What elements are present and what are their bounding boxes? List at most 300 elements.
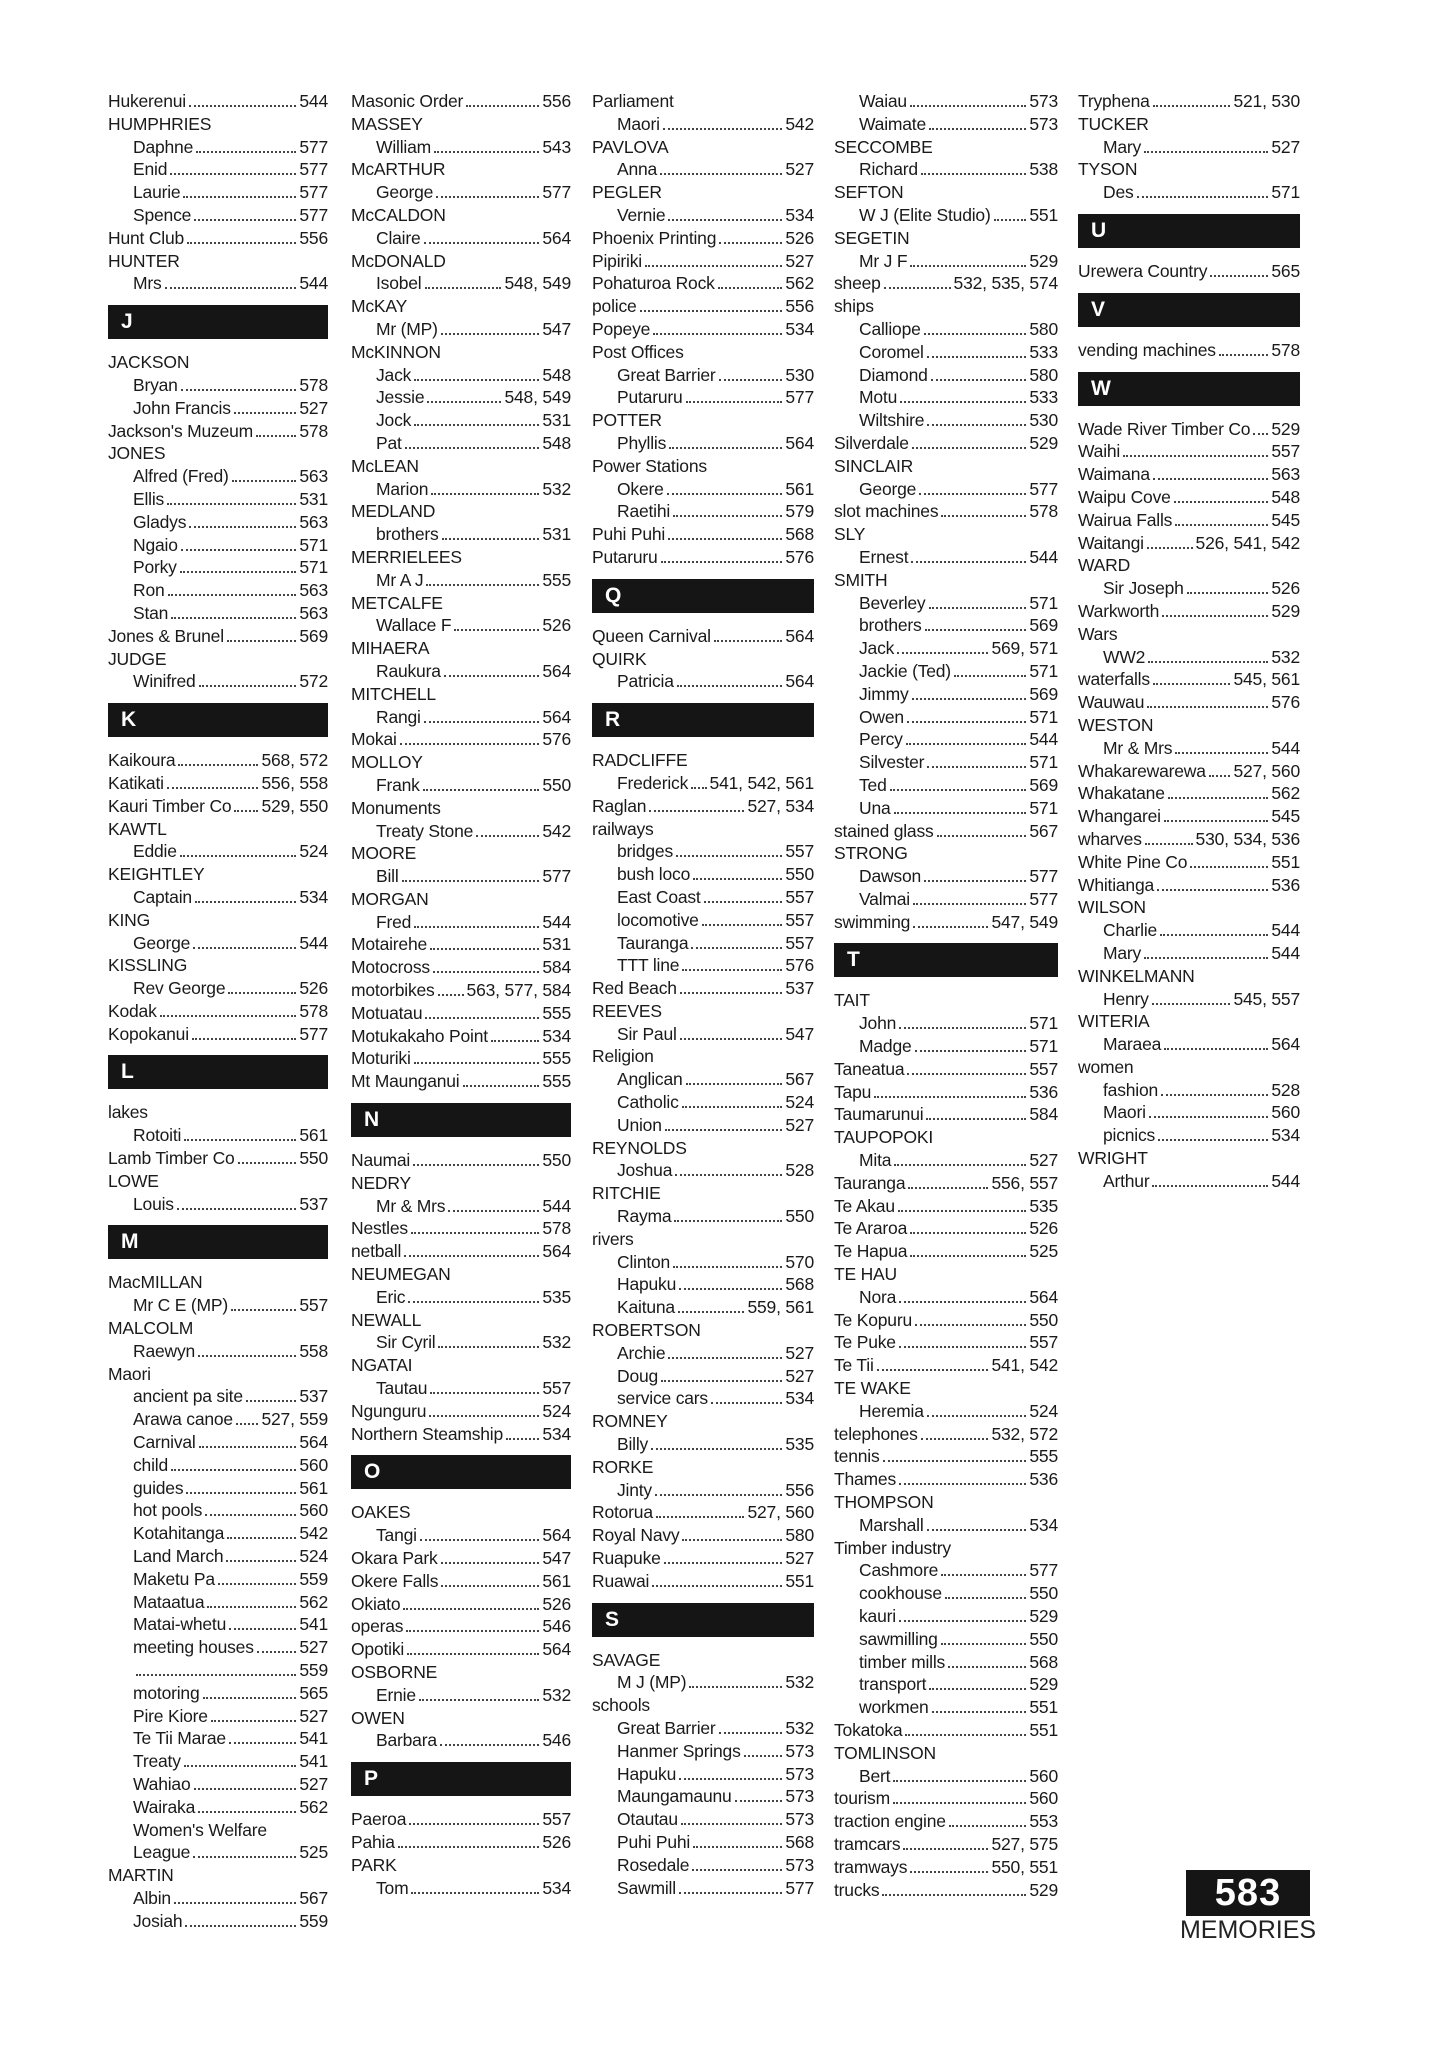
entry-name: Mt Maunganui: [351, 1071, 460, 1092]
index-subentry: [1078, 1033, 1300, 1056]
dot-leader: [949, 1825, 1027, 1827]
index-subentry: [834, 1628, 1058, 1651]
index-entry: [834, 1879, 1058, 1902]
index-subentry: [834, 1286, 1058, 1309]
entry-pages: 560: [1029, 1765, 1058, 1786]
entry-pages: 563: [299, 602, 328, 623]
entry-name: Popeye: [592, 318, 651, 339]
dot-leader: [256, 435, 296, 437]
index-subentry: [834, 1012, 1058, 1035]
index-subentry: [351, 1331, 571, 1354]
entry-name: Opotiki: [351, 1639, 405, 1660]
index-subentry: [592, 1717, 814, 1740]
entry-name: Timber industry: [834, 1537, 951, 1558]
entry-name: RITCHIE: [592, 1183, 661, 1204]
entry-pages: 544: [1271, 737, 1300, 758]
index-heading: [592, 1694, 814, 1717]
dot-leader: [927, 424, 1026, 426]
dot-leader: [691, 947, 782, 949]
dot-leader: [167, 787, 259, 789]
entry-pages: 532: [1271, 646, 1300, 667]
dot-leader: [199, 1446, 297, 1448]
entry-pages: 562: [1271, 783, 1300, 804]
entry-name: TAIT: [834, 990, 870, 1011]
entry-name: Jackson's Muzeum: [108, 420, 254, 441]
entry-pages: 535: [542, 1286, 571, 1307]
entry-name: schools: [592, 1695, 650, 1716]
dot-leader: [1174, 501, 1269, 503]
index-entry: [834, 1217, 1058, 1240]
entry-name: Pohaturoa Rock: [592, 273, 715, 294]
entry-name: Ron: [133, 580, 165, 601]
entry-name: vending machines: [1078, 339, 1216, 360]
entry-name: Northern Steamship: [351, 1423, 504, 1444]
dot-leader: [227, 1537, 296, 1539]
index-subentry: [108, 602, 328, 625]
entry-name: SEFTON: [834, 182, 904, 203]
entry-name: Great Barrier: [617, 1718, 716, 1738]
entry-pages: 535: [785, 1434, 814, 1455]
entry-name: Rangi: [376, 706, 421, 727]
dot-leader: [907, 1073, 1026, 1075]
index-subentry: [834, 158, 1058, 181]
dot-leader: [491, 1040, 540, 1042]
entry-name: Anglican: [617, 1069, 683, 1090]
entry-name: cookhouse: [859, 1583, 942, 1604]
entry-pages: 541, 542, 561: [709, 772, 814, 793]
entry-name: Tautau: [376, 1378, 428, 1399]
entry-pages: 550: [1029, 1628, 1058, 1649]
entry-pages: 532: [542, 478, 571, 499]
entry-pages: 536: [1029, 1081, 1058, 1102]
dot-leader: [181, 389, 297, 391]
entry-pages: 526: [785, 227, 814, 248]
entry-name: JACKSON: [108, 352, 190, 373]
dot-leader: [693, 878, 782, 880]
entry-pages: 568, 572: [261, 750, 328, 771]
index-heading: [592, 455, 814, 478]
letter-header: M: [108, 1225, 328, 1259]
index-entry: [592, 295, 814, 318]
entry-pages: 547: [542, 1548, 571, 1569]
index-heading: [1078, 623, 1300, 646]
index-subentry: [108, 670, 328, 693]
index-subentry: [351, 911, 571, 934]
index-column-5: [1078, 90, 1300, 1193]
dot-leader: [1164, 820, 1269, 822]
entry-pages: 529, 550: [261, 795, 328, 816]
index-entry: [1078, 691, 1300, 714]
entry-pages: 534: [785, 318, 814, 339]
entry-name: Power Stations: [592, 455, 707, 476]
dot-leader: [675, 1174, 782, 1176]
index-subentry: [108, 511, 328, 534]
dot-leader: [227, 640, 297, 642]
entry-name: JUDGE: [108, 648, 167, 669]
entry-name: hot pools: [133, 1500, 203, 1521]
entry-pages: 538: [1029, 159, 1058, 180]
entry-pages: 560: [299, 1500, 328, 1521]
index-subentry: [834, 1605, 1058, 1628]
entry-name: Lamb Timber Co: [108, 1148, 235, 1169]
entry-name: PARK: [351, 1854, 397, 1875]
entry-name: Waipu Cove: [1078, 486, 1171, 507]
entry-name: ancient pa site: [133, 1386, 243, 1407]
dot-leader: [420, 1539, 540, 1541]
entry-name: LOWE: [108, 1170, 159, 1191]
dot-leader: [199, 685, 297, 687]
entry-pages: 545: [1271, 806, 1300, 827]
entry-pages: 578: [299, 420, 328, 441]
index-heading: [351, 250, 571, 273]
book-title: MEMORIES: [1179, 1916, 1317, 1944]
entry-pages: 536: [1271, 874, 1300, 895]
index-subentry: [592, 670, 814, 693]
entry-name: trucks: [834, 1879, 880, 1900]
index-heading: [592, 1182, 814, 1205]
dot-leader: [171, 617, 296, 619]
index-subentry: [834, 660, 1058, 683]
dot-leader: [735, 1800, 783, 1802]
dot-leader: [234, 810, 258, 812]
entry-pages: 544: [1271, 920, 1300, 941]
entry-pages: 579: [785, 501, 814, 522]
letter-header: W: [1078, 372, 1300, 406]
entry-name: Wauwau: [1078, 692, 1145, 713]
entry-name: SAVAGE: [592, 1649, 661, 1670]
entry-pages: 527: [785, 1365, 814, 1386]
entry-pages: 577: [785, 1877, 814, 1898]
entry-pages: 556, 557: [991, 1172, 1058, 1193]
index-heading: [108, 954, 328, 977]
index-entry: [351, 1149, 571, 1172]
index-subentry: [592, 840, 814, 863]
index-subentry: [592, 932, 814, 955]
entry-name: Whitianga: [1078, 874, 1155, 895]
index-entry: [834, 500, 1058, 523]
entry-name: Raukura: [376, 660, 441, 681]
entry-pages: 534: [542, 1025, 571, 1046]
dot-leader: [232, 480, 297, 482]
dot-leader: [682, 1539, 782, 1541]
page-number: 583: [1186, 1870, 1310, 1916]
dot-leader: [915, 1050, 1027, 1052]
letter-header: J: [108, 305, 328, 339]
dot-leader: [183, 196, 296, 198]
index-entry: [834, 1719, 1058, 1742]
entry-name: KAWTL: [108, 818, 167, 839]
letter-header: O: [351, 1455, 571, 1489]
entry-pages: 533: [1029, 341, 1058, 362]
index-subentry: [351, 1195, 571, 1218]
index-subentry: [108, 1477, 328, 1500]
entry-pages: 528: [1271, 1079, 1300, 1100]
entry-name: Otautau: [617, 1809, 678, 1830]
entry-name: SMITH: [834, 569, 888, 590]
dot-leader: [1187, 592, 1269, 594]
entry-name: WW2: [1103, 646, 1146, 667]
entry-pages: 534: [1029, 1514, 1058, 1535]
dot-leader: [899, 1301, 1026, 1303]
dot-leader: [1160, 934, 1268, 936]
entry-pages: 550: [785, 864, 814, 885]
index-entry: [1078, 339, 1300, 362]
entry-name: Treaty Stone: [376, 820, 474, 841]
index-subentry: [108, 1124, 328, 1147]
entry-pages: 544: [1029, 729, 1058, 750]
entry-pages: 545: [1271, 509, 1300, 530]
entry-pages: 577: [299, 204, 328, 225]
entry-pages: 584: [542, 957, 571, 978]
entry-name: Ernest: [859, 546, 909, 567]
dot-leader: [409, 1823, 539, 1825]
entry-pages: 567: [785, 1069, 814, 1090]
entry-name: Sir Cyril: [376, 1332, 436, 1353]
dot-leader: [406, 1630, 539, 1632]
entry-name: Eddie: [133, 841, 177, 862]
dot-leader: [664, 1562, 783, 1564]
entry-name: Tapu: [834, 1081, 872, 1102]
entry-name: Coromel: [859, 341, 924, 362]
entry-pages: 544: [299, 932, 328, 953]
entry-name: MASSEY: [351, 113, 423, 134]
index-subentry: [108, 579, 328, 602]
dot-leader: [899, 1027, 1026, 1029]
letter-header: V: [1078, 293, 1300, 327]
index-subentry: [351, 318, 571, 341]
entry-pages: 555: [542, 1071, 571, 1092]
index-subentry: [834, 1559, 1058, 1582]
index-heading: [592, 1137, 814, 1160]
index-entry: [592, 1524, 814, 1547]
entry-pages: 560: [1029, 1788, 1058, 1809]
entry-name: METCALFE: [351, 592, 443, 613]
index-subentry: [834, 637, 1058, 660]
dot-leader: [1253, 433, 1268, 435]
index-subentry: [1078, 1101, 1300, 1124]
entry-pages: 557: [1271, 441, 1300, 462]
entry-name: Rayma: [617, 1206, 672, 1227]
entry-name: Maori: [617, 113, 660, 134]
index-entry: [108, 749, 328, 772]
entry-name: Post Offices: [592, 341, 684, 362]
entry-pages: 537: [299, 1386, 328, 1407]
entry-name: Mr & Mrs: [1103, 737, 1173, 758]
index-heading: [351, 341, 571, 364]
index-entry: [351, 728, 571, 751]
index-subentry: [834, 1696, 1058, 1719]
entry-name: traction engine: [834, 1811, 946, 1832]
entry-pages: 527: [785, 159, 814, 180]
index-entry: [592, 227, 814, 250]
dot-leader: [184, 1139, 296, 1141]
entry-pages: 571: [299, 534, 328, 555]
index-heading: [592, 90, 814, 113]
index-heading: [108, 648, 328, 671]
entry-name: NEWALL: [351, 1309, 422, 1330]
index-entry: [108, 420, 328, 443]
index-subentry: [592, 954, 814, 977]
index-subentry: [108, 1499, 328, 1522]
dot-leader: [1158, 1139, 1268, 1141]
entry-name: police: [592, 296, 637, 317]
dot-leader: [236, 1423, 259, 1425]
entry-pages: 535: [1029, 1195, 1058, 1216]
entry-pages: 551: [785, 1570, 814, 1591]
index-heading: [834, 227, 1058, 250]
entry-pages: 536: [1029, 1469, 1058, 1490]
entry-name: Enid: [133, 159, 168, 180]
index-subentry: [108, 1819, 328, 1842]
dot-leader: [218, 1583, 297, 1585]
entry-name: rivers: [592, 1228, 634, 1249]
letter-header: N: [351, 1103, 571, 1137]
index-subentry: [1078, 1170, 1300, 1193]
index-entry: [108, 227, 328, 250]
dot-leader: [910, 265, 1026, 267]
dot-leader: [660, 173, 782, 175]
entry-name: ships: [834, 296, 874, 317]
dot-leader: [431, 493, 539, 495]
index-subentry: [351, 614, 571, 637]
entry-pages: 571: [1029, 752, 1058, 773]
dot-leader: [954, 675, 1026, 677]
dot-leader: [186, 1492, 296, 1494]
index-subentry: [592, 1273, 814, 1296]
dot-leader: [898, 1210, 1027, 1212]
index-entry: [351, 1025, 571, 1048]
index-heading: [834, 1263, 1058, 1286]
entry-pages: 534: [299, 886, 328, 907]
entry-name: Tokatoka: [834, 1719, 903, 1740]
index-subentry: [834, 1673, 1058, 1696]
index-heading: [834, 136, 1058, 159]
index-column-4: [834, 90, 1058, 1901]
entry-name: Te Hapua: [834, 1241, 908, 1262]
entry-name: Wars: [1078, 623, 1118, 644]
index-subentry: [592, 1342, 814, 1365]
entry-name: McCALDON: [351, 204, 446, 225]
entry-pages: 548: [542, 432, 571, 453]
entry-name: Porky: [133, 557, 177, 578]
entry-pages: 571: [1271, 182, 1300, 203]
entry-pages: 571: [1029, 706, 1058, 727]
index-subentry: [351, 1377, 571, 1400]
entry-name: stained glass: [834, 820, 934, 841]
index-subentry: [108, 374, 328, 397]
entry-name: Charlie: [1103, 920, 1158, 941]
entry-pages: 542: [785, 113, 814, 134]
dot-leader: [937, 835, 1027, 837]
dot-leader: [408, 1301, 539, 1303]
entry-name: Stan: [133, 602, 169, 623]
index-entry: [1078, 668, 1300, 691]
entry-name: Daphne: [133, 136, 194, 157]
dot-leader: [913, 926, 988, 928]
entry-name: William: [376, 136, 431, 157]
entry-name: Maori: [108, 1363, 151, 1384]
index-subentry: [1078, 136, 1300, 159]
entry-name: Great Barrier: [617, 364, 716, 385]
dot-leader: [398, 1846, 540, 1848]
index-subentry: [592, 1159, 814, 1182]
entry-name: Claire: [376, 227, 421, 248]
dot-leader: [165, 287, 297, 289]
entry-name: Dawson: [859, 866, 922, 887]
index-subentry: [592, 478, 814, 501]
index-heading: [351, 1172, 571, 1195]
entry-name: Henry: [1103, 988, 1149, 1009]
index-heading: [592, 648, 814, 671]
dot-leader: [686, 1083, 783, 1085]
entry-name: operas: [351, 1616, 404, 1637]
entry-pages: 531: [542, 410, 571, 431]
index-heading: [592, 341, 814, 364]
entry-pages: 556: [299, 227, 328, 248]
entry-pages: 542: [299, 1523, 328, 1544]
entry-pages: 534: [785, 1388, 814, 1409]
entry-pages: 559: [299, 1660, 328, 1681]
dot-leader: [924, 333, 1027, 335]
entry-name: MORGAN: [351, 888, 429, 909]
entry-pages: 527: [1029, 1150, 1058, 1171]
entry-name: Wallace F: [376, 615, 452, 636]
entry-pages: 568: [1029, 1651, 1058, 1672]
entry-pages: 526: [1029, 1218, 1058, 1239]
entry-pages: 564: [785, 432, 814, 453]
entry-name: transport: [859, 1674, 927, 1695]
dot-leader: [1153, 683, 1231, 685]
index-subentry: [108, 1773, 328, 1796]
index-heading: [592, 1410, 814, 1433]
dot-leader: [927, 1529, 1027, 1531]
entry-pages: 524: [1029, 1400, 1058, 1421]
dot-leader: [882, 1894, 1026, 1896]
entry-pages: 562: [299, 1796, 328, 1817]
dot-leader: [1162, 615, 1268, 617]
entry-pages: 569: [1029, 774, 1058, 795]
dot-leader: [414, 926, 539, 928]
index-subentry: [351, 364, 571, 387]
entry-pages: 548, 549: [504, 273, 571, 294]
entry-pages: 557: [542, 1378, 571, 1399]
entry-pages: 578: [542, 1218, 571, 1239]
index-entry: [1078, 440, 1300, 463]
entry-name: SEGETIN: [834, 227, 910, 248]
index-heading: [351, 1309, 571, 1332]
entry-name: McKINNON: [351, 341, 441, 362]
entry-pages: 551: [1029, 1697, 1058, 1718]
entry-pages: 567: [299, 1887, 328, 1908]
entry-pages: 544: [299, 273, 328, 294]
letter-header: T: [834, 943, 1058, 977]
entry-pages: 550: [785, 1206, 814, 1227]
letter-header: R: [592, 703, 814, 737]
entry-pages: 573: [785, 1854, 814, 1875]
entry-name: East Coast: [617, 886, 701, 907]
entry-name: White Pine Co: [1078, 851, 1188, 872]
entry-pages: 553: [1029, 1811, 1058, 1832]
entry-name: Hanmer Springs: [617, 1740, 741, 1761]
dot-leader: [414, 424, 539, 426]
entry-name: Taneatua: [834, 1058, 905, 1079]
dot-leader: [438, 994, 464, 996]
entry-name: Motuatau: [351, 1002, 423, 1023]
entry-name: Waimana: [1078, 464, 1150, 485]
entry-name: Kodak: [108, 1000, 157, 1021]
dot-leader: [677, 685, 783, 687]
entry-pages: 576: [785, 546, 814, 567]
